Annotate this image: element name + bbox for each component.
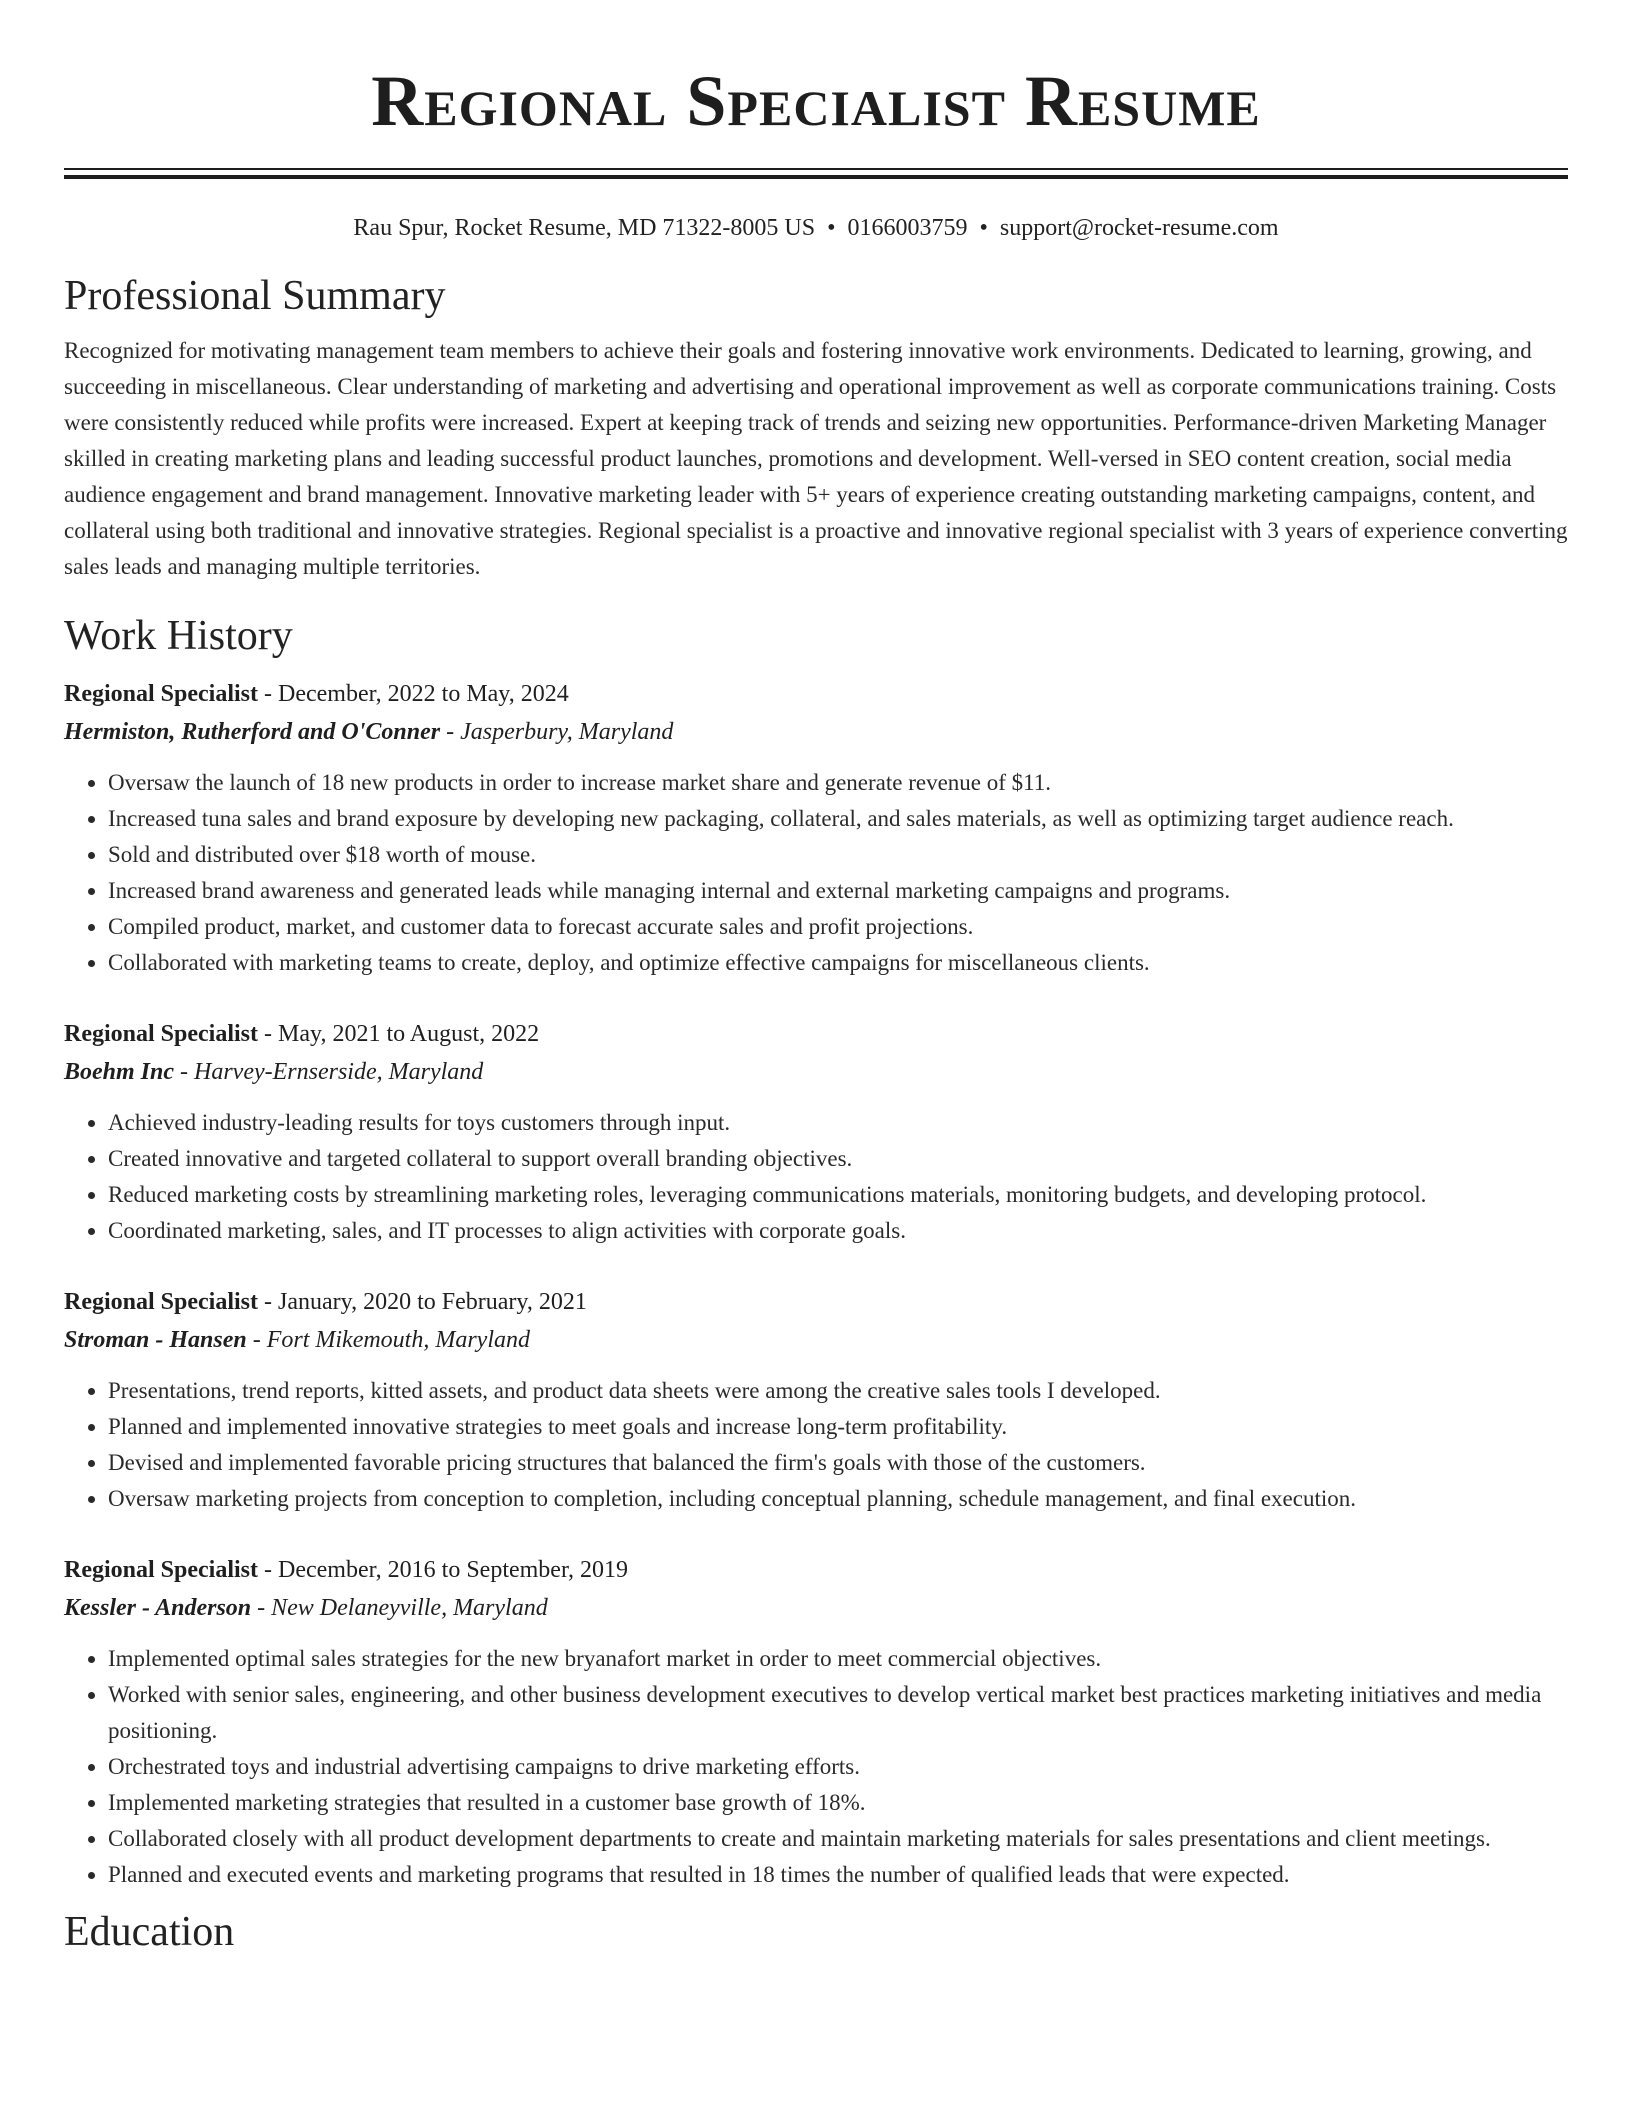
job-title: Regional Specialist [64, 1557, 259, 1583]
summary-heading: Professional Summary [64, 273, 446, 319]
duty-item: • Collaborated closely with all product development departments to create and maintain marketing materials for sales presentations and client meetings. [108, 1821, 1568, 1857]
job-title: Regional Specialist [64, 681, 259, 707]
job-company: Hermiston, Rutherford and O'Conner [64, 719, 441, 745]
job-location: - Fort Mikemouth, Maryland [246, 1327, 530, 1353]
job-company-line [64, 1321, 1568, 1359]
job-dates: - January, 2020 to February, 2021 [258, 1289, 587, 1315]
job-company-line [64, 1053, 1568, 1091]
job-title: Regional Specialist [64, 1021, 259, 1047]
duty-item: • Planned and executed events and marketing programs that resulted in 18 times the number of qualified leads that were expected. [108, 1857, 1568, 1893]
duty-item: • Created innovative and targeted collateral to support overall branding objectives. [108, 1141, 1568, 1177]
job-dates: - May, 2021 to August, 2022 [258, 1021, 540, 1047]
duty-item: • Implemented optimal sales strategies for the new bryanafort market in order to meet commercial objectives. [108, 1641, 1568, 1677]
duty-item: • Orchestrated toys and industrial advertising campaigns to drive marketing efforts. [108, 1749, 1568, 1785]
resume-page [64, 0, 1568, 1957]
contact-phone: 0166003759 [847, 215, 968, 241]
contact-separator: • [979, 215, 988, 241]
duty-item: • Increased tuna sales and brand exposure by developing new packaging, collateral, and sales materials, as well as optimizing target audience reach. [108, 801, 1568, 837]
job-location: - New Delaneyville, Maryland [251, 1595, 548, 1621]
duty-item: • Achieved industry-leading results for toys customers through input. [108, 1105, 1568, 1141]
contact-separator: • [827, 215, 836, 241]
summary-text: Recognized for motivating management team members to achieve their goals and fostering innovative work environments. Dedicated to learning, growing, and succeeding in miscellaneous. Clear understanding of marketing and advertising and operational improvement as well as corporate communications training. Costs were consistently reduced while profits were increased. Expert at keeping track of trends and seizing new opportunities. Performance-driven Marketing Manager skilled in creating marketing plans and leading successful product launches, promotions and development. Well-versed in SEO content creation, social media audience engagement and brand management. Innovative marketing leader with 5+ years of experience creating outstanding marketing campaigns, content, and collateral using both traditional and innovative strategies. Regional specialist is a proactive and innovative regional specialist with 3 years of experience converting sales leads and managing multiple territories. [64, 338, 1568, 579]
contact-address: Rau Spur, Rocket Resume, MD 71322-8005 US [353, 215, 816, 241]
job-company-line [64, 1589, 1568, 1627]
title-divider-thin [64, 168, 1568, 170]
duty-item: • Oversaw marketing projects from conception to completion, including conceptual planning, schedule management, and final execution. [108, 1481, 1568, 1517]
duty-item: • Planned and implemented innovative strategies to meet goals and increase long-term profitability. [108, 1409, 1568, 1445]
job-location: - Jasperbury, Maryland [440, 719, 674, 745]
duty-item: • Coordinated marketing, sales, and IT processes to align activities with corporate goals. [108, 1213, 1568, 1249]
job-duties [64, 1105, 1568, 1249]
duty-item: • Devised and implemented favorable pricing structures that balanced the firm's goals with those of the customers. [108, 1445, 1568, 1481]
duty-item: • Collaborated with marketing teams to create, deploy, and optimize effective campaigns for miscellaneous clients. [108, 945, 1568, 981]
job-header [64, 1283, 1568, 1321]
job-entry [64, 675, 1568, 981]
duty-item: • Sold and distributed over $18 worth of mouse. [108, 837, 1568, 873]
duty-item: • Increased brand awareness and generated leads while managing internal and external marketing campaigns and programs. [108, 873, 1568, 909]
job-entry [64, 1283, 1568, 1517]
job-dates: - December, 2022 to May, 2024 [258, 681, 569, 707]
work-history-heading: Work History [64, 613, 293, 659]
job-header [64, 675, 1568, 713]
job-duties [64, 1373, 1568, 1517]
job-header [64, 1015, 1568, 1053]
job-company: Kessler - Anderson [64, 1595, 252, 1621]
job-header [64, 1551, 1568, 1589]
job-entry [64, 1015, 1568, 1249]
job-entry [64, 1551, 1568, 1893]
job-duties [64, 1641, 1568, 1893]
job-company-line [64, 713, 1568, 751]
duty-item: • Presentations, trend reports, kitted assets, and product data sheets were among the creative sales tools I developed. [108, 1373, 1568, 1409]
duty-item: • Worked with senior sales, engineering, and other business development executives to develop vertical market best practices marketing initiatives and media positioning. [108, 1677, 1568, 1749]
duty-item: • Oversaw the launch of 18 new products in order to increase market share and generate revenue of $11. [108, 765, 1568, 801]
job-company: Boehm Inc [64, 1059, 175, 1085]
page-title: Regional Specialist Resume [371, 61, 1261, 141]
education-heading: Education [64, 1909, 235, 1955]
job-company: Stroman - Hansen [64, 1327, 247, 1353]
title-divider-thick [64, 175, 1568, 179]
duty-item: • Compiled product, market, and customer data to forecast accurate sales and profit projections. [108, 909, 1568, 945]
duty-item: • Implemented marketing strategies that resulted in a customer base growth of 18%. [108, 1785, 1568, 1821]
contact-line [64, 213, 1568, 243]
duty-item: • Reduced marketing costs by streamlining marketing roles, leveraging communications materials, monitoring budgets, and developing protocol. [108, 1177, 1568, 1213]
contact-email: support@rocket-resume.com [999, 215, 1279, 241]
job-duties [64, 765, 1568, 981]
job-location: - Harvey-Ernserside, Maryland [174, 1059, 484, 1085]
job-title: Regional Specialist [64, 1289, 259, 1315]
job-dates: - December, 2016 to September, 2019 [258, 1557, 628, 1583]
